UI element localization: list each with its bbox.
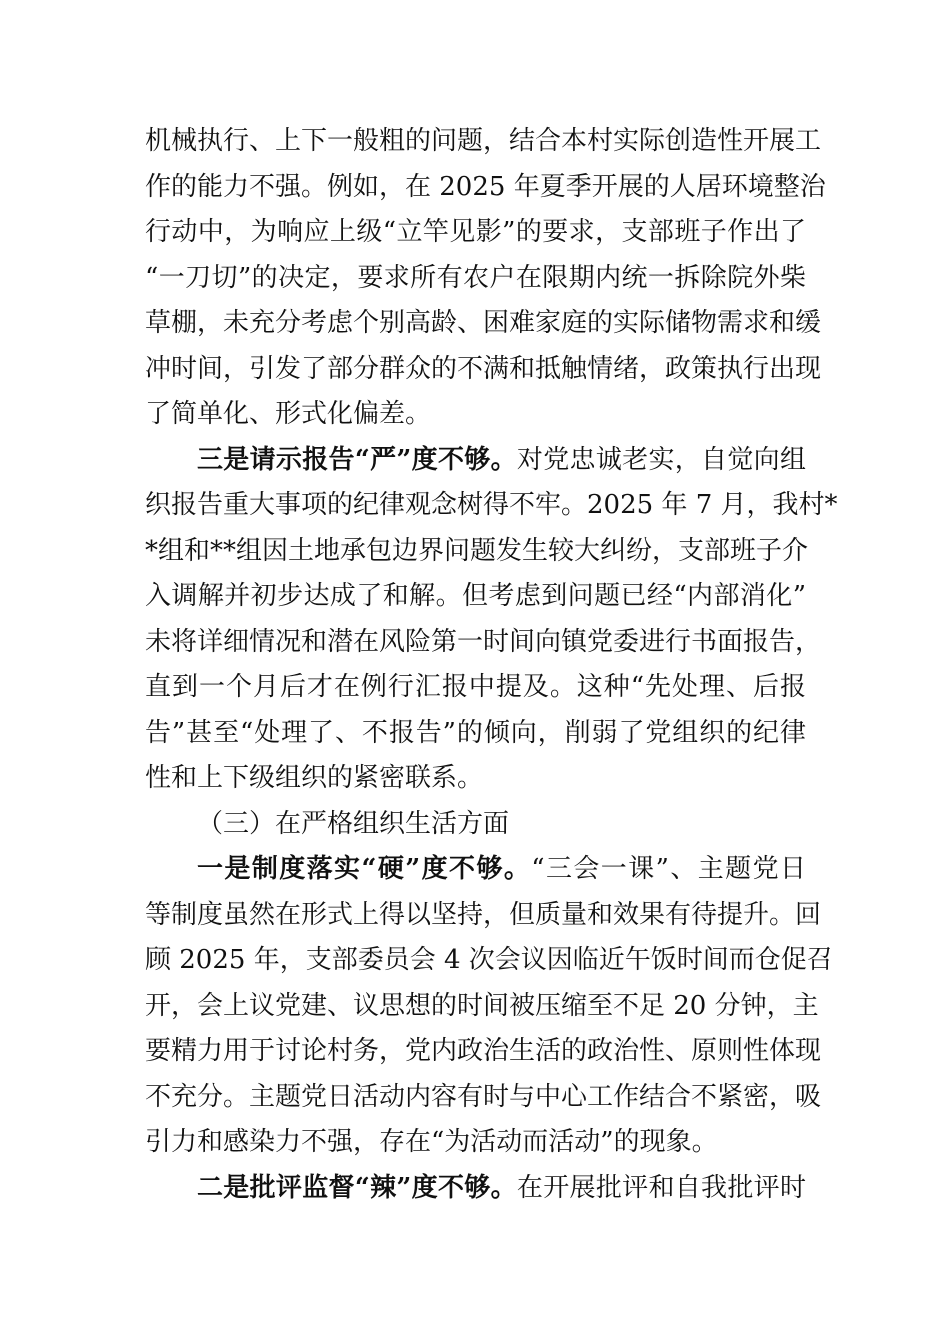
line-text: 机械执行、上下一般粗的问题，结合本村实际创造性开展工 [145, 126, 822, 156]
line-text: 告”甚至“处理了、不报告”的倾向，削弱了党组织的纪律 [145, 717, 806, 748]
line-text: 草棚，未充分考虑个别高龄、困难家庭的实际储物需求和缓 [145, 308, 822, 338]
line-text: 直到一个月后才在例行汇报中提及。这种“先处理、后报 [145, 672, 806, 702]
text-line [145, 893, 822, 939]
text-line [145, 438, 806, 484]
text-line [145, 301, 822, 347]
text-line [145, 1120, 806, 1166]
text-line [145, 210, 806, 256]
line-text: 顾 2025 年，支部委员会 4 次会议因临近午饭时间而仓促召 [145, 945, 833, 975]
line-text: 等制度虽然在形式上得以坚持，但质量和效果有待提升。回 [145, 899, 822, 930]
text-line [145, 574, 806, 620]
line-text: 要精力用于讨论村务，党内政治生活的政治性、原则性体现 [145, 1036, 822, 1066]
line-text: 性和上下级组织的紧密联系。 [145, 763, 484, 793]
line-text: 作的能力不强。例如，在 2025 年夏季开展的人居环境整治 [145, 171, 826, 202]
text-line [145, 119, 822, 165]
document-page [145, 119, 838, 1211]
text-line [145, 1029, 822, 1075]
line-text: “一刀切”的决定，要求所有农户在限期内统一拆除院外柴 [145, 262, 806, 293]
text-line [145, 984, 819, 1030]
line-text: 入调解并初步达成了和解。但考虑到问题已经“内部消化” [145, 581, 806, 611]
bold-lead-heading: 三是请示报告“严”度不够。 [197, 444, 517, 475]
bold-lead-heading: 二是批评监督“辣”度不够。 [197, 1172, 517, 1203]
text-line [145, 1075, 822, 1121]
line-text: 不充分。主题党日活动内容有时与中心工作结合不紧密，吸 [145, 1081, 822, 1112]
text-line [145, 711, 806, 757]
line-text: 未将详细情况和潜在风险第一时间向镇党委进行书面报告， [145, 626, 822, 657]
line-text: 开，会上议党建、议思想的时间被压缩至不足 20 分钟，主 [145, 990, 819, 1021]
line-text: 织报告重大事项的纪律观念树得不牢。2025 年 7 月，我村* [145, 490, 838, 520]
line-text: 引力和感染力不强，存在“为活动而活动”的现象。 [145, 1127, 718, 1157]
text-line [145, 256, 806, 302]
line-text: （三）在严格组织生活方面 [197, 808, 510, 839]
text-line [145, 847, 806, 893]
text-line [145, 938, 833, 984]
line-text: 冲时间，引发了部分群众的不满和抵触情绪，政策执行出现 [145, 353, 822, 384]
text-line [145, 756, 806, 802]
bold-lead-heading: 一是制度落实“硬”度不够。 [197, 854, 532, 884]
text-line [145, 529, 809, 575]
text-line [145, 1166, 806, 1212]
text-line [145, 483, 838, 529]
text-line [145, 665, 806, 711]
line-text: 对党忠诚老实，自觉向组 [516, 444, 806, 475]
line-text: 行动中，为响应上级“立竿见影”的要求，支部班子作出了 [145, 217, 806, 247]
line-text: *组和**组因土地承包边界问题发生较大纠纷，支部班子介 [145, 535, 809, 566]
text-line [145, 165, 826, 211]
line-text: 在开展批评和自我批评时 [516, 1172, 806, 1203]
line-text: “三会一课”、主题党日 [531, 854, 806, 884]
text-line [145, 802, 806, 848]
line-text: 了简单化、形式化偏差。 [145, 399, 432, 429]
text-line [145, 392, 806, 438]
text-line [145, 347, 822, 393]
text-line [145, 620, 822, 666]
